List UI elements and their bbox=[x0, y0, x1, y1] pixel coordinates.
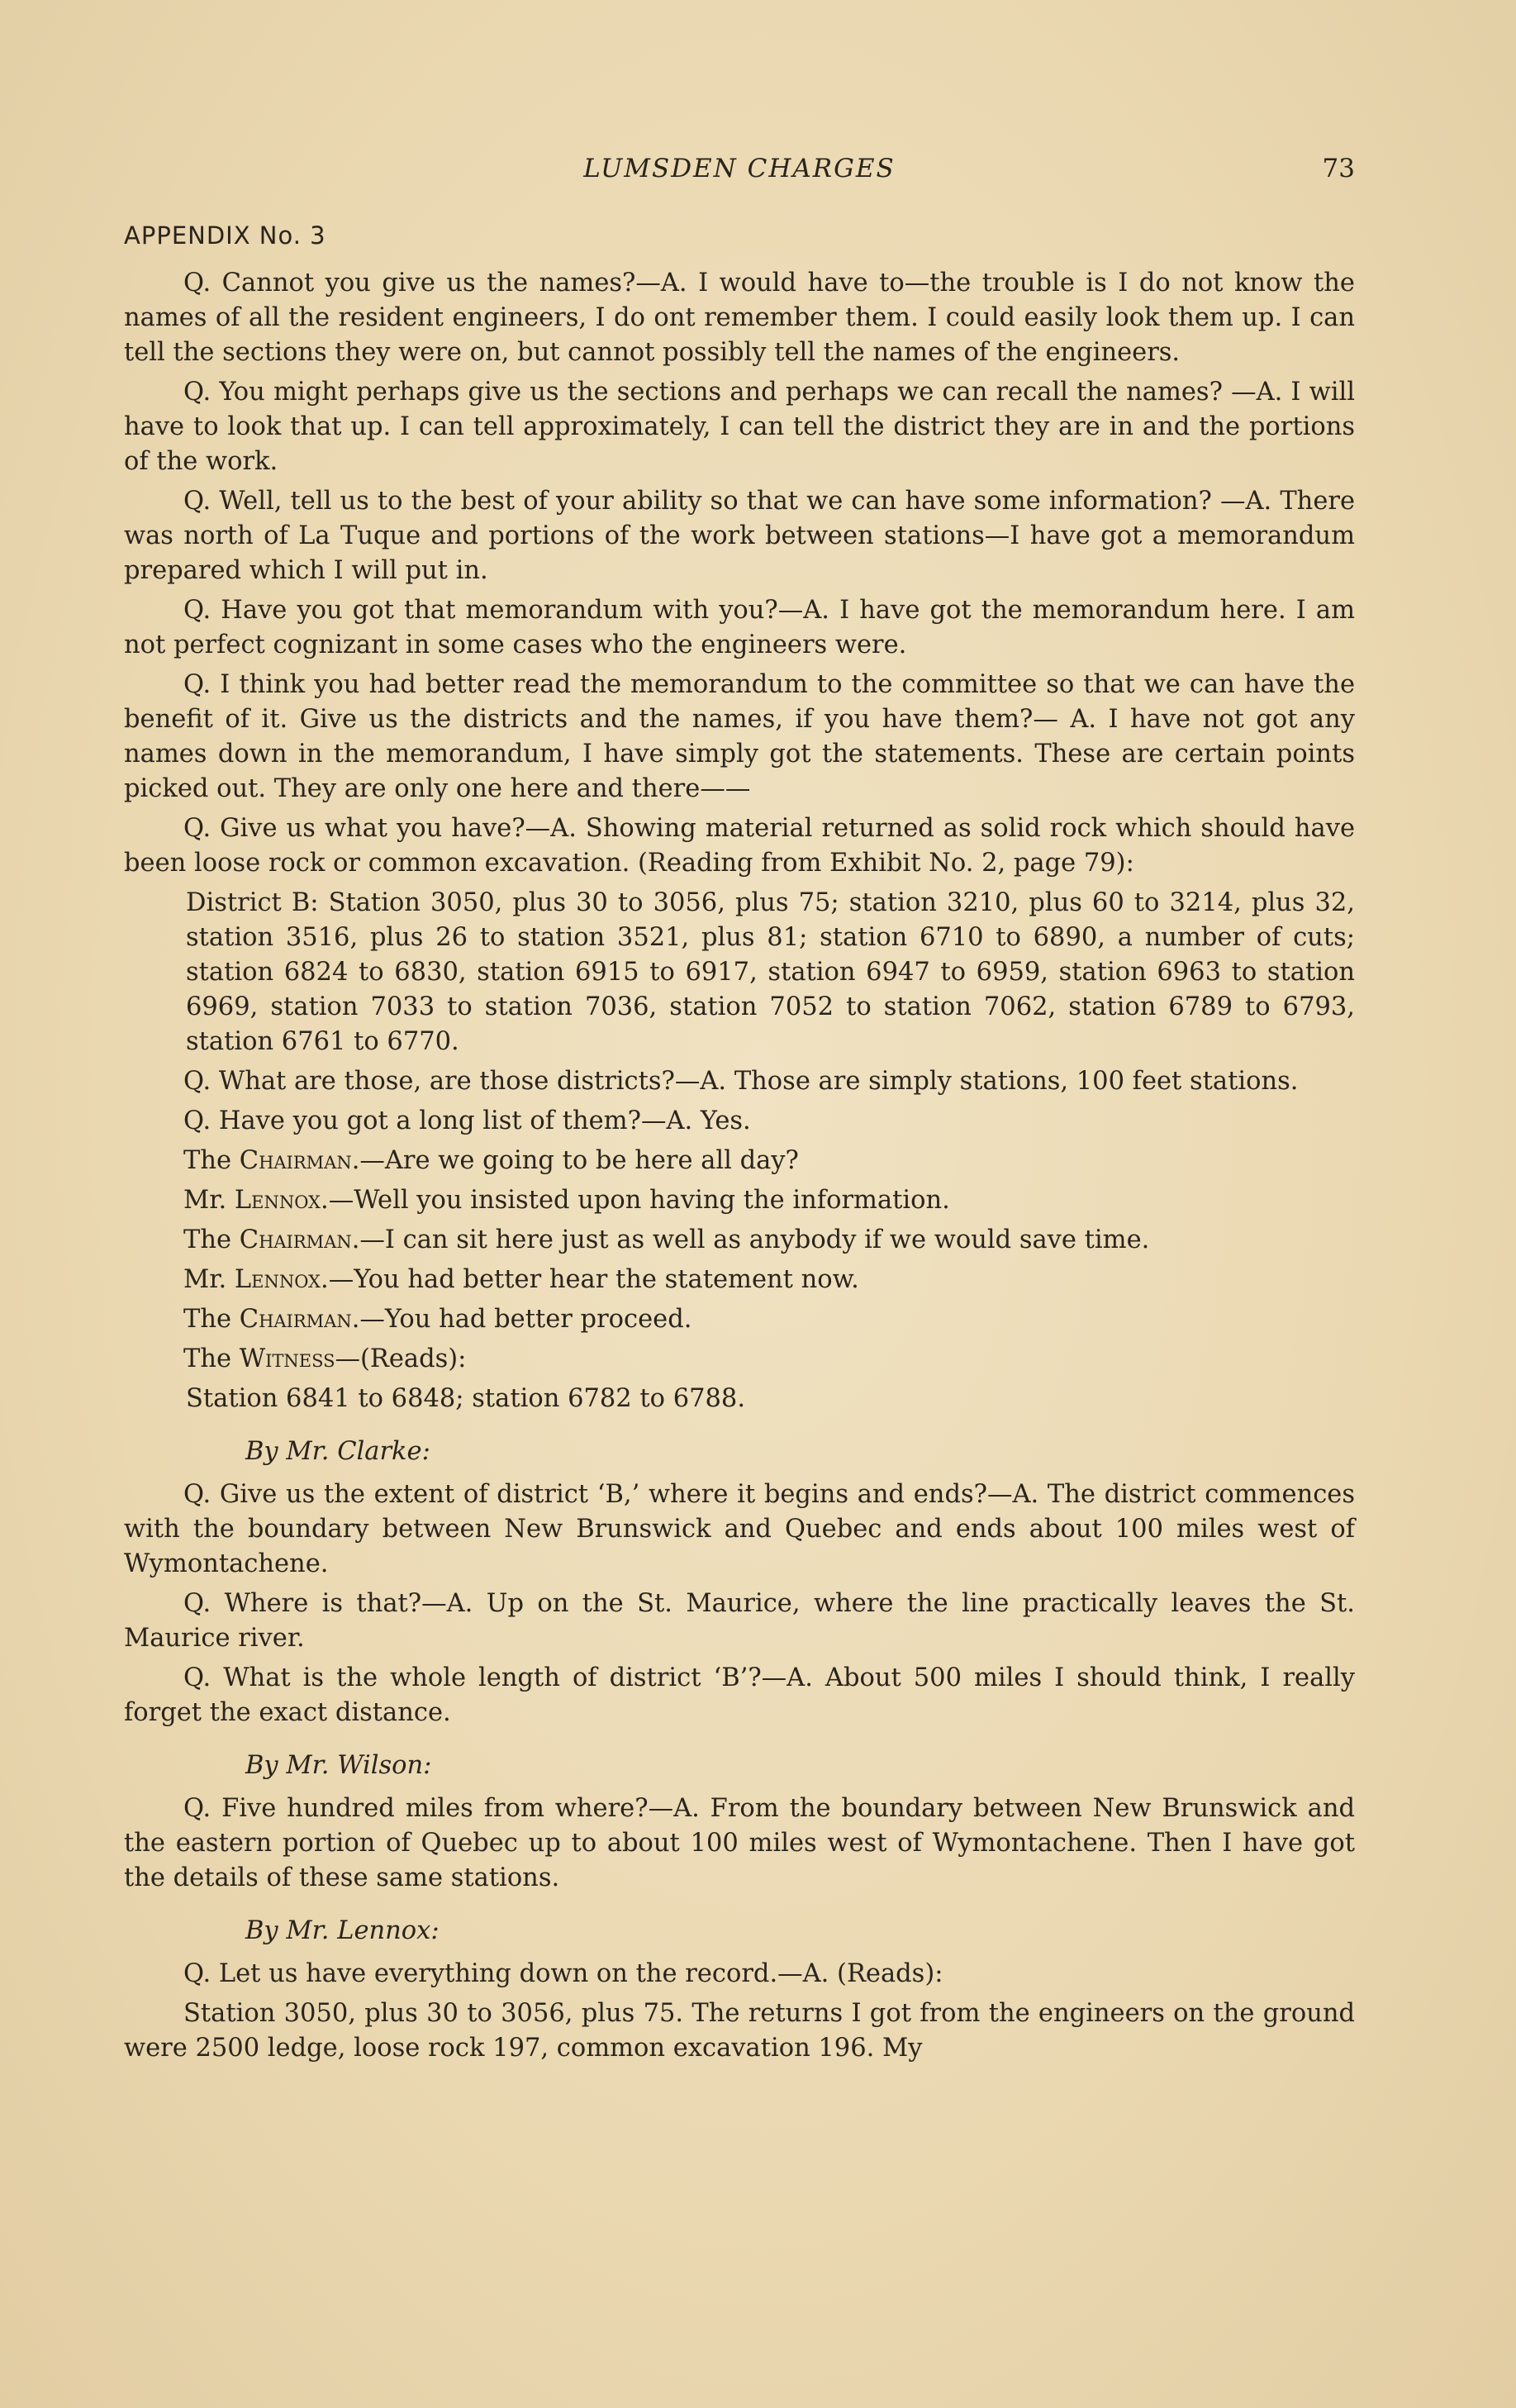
text: —(Reads): bbox=[335, 1344, 467, 1373]
paragraph: Q. Let us have everything down on the record.—A. (Reads): bbox=[183, 1959, 943, 1988]
paragraph: Q. Cannot you give us the names?—A. I would have to—the trouble is I do not know the names of all the resident engineers, I do ont remember them. I could easily look them up. I can tell the sections they were on, but cannot possibly tell the names of the engineers. bbox=[124, 269, 1355, 367]
paragraph bbox=[124, 1302, 1355, 1337]
paragraph: Q. Give us the extent of district ‘B,’ where it begins and ends?—A. The district commences with the boundary between New Brunswick and Quebec and ends about 100 miles west of Wymontachene. bbox=[124, 1480, 1355, 1578]
text: .—I can sit here just as well as anybody if we would save time. bbox=[351, 1225, 1150, 1254]
examiner-heading: By Mr. Lennox: bbox=[245, 1916, 440, 1945]
running-title: LUMSDEN CHARGES bbox=[583, 154, 896, 183]
appendix-label: APPENDIX No. 3 bbox=[124, 221, 326, 250]
examiner-heading: By Mr. Clarke: bbox=[245, 1437, 430, 1466]
text: The bbox=[183, 1146, 240, 1175]
page-number: 73 bbox=[1322, 154, 1355, 183]
paragraph: Q. What is the whole length of district ‘B’?—A. About 500 miles I should think, I really forget the exact distance. bbox=[124, 1663, 1355, 1727]
paragraph: Q. I think you had better read the memorandum to the committee so that we can have the benefit of it. Give us the districts and the names, if you have them?— A. I have not got any names down in the memorandum, I have simply got the statements. These are certain points picked out. They are only one here and there—— bbox=[124, 670, 1355, 803]
text: .—Are we going to be here all day? bbox=[351, 1146, 799, 1175]
speaker-name: Witness bbox=[239, 1344, 335, 1373]
paragraph bbox=[124, 1223, 1355, 1258]
paragraph: Q. Give us what you have?—A. Showing material returned as solid rock which should have been loose rock or common excavation. (Reading from Exhibit No. 2, page 79): bbox=[124, 814, 1355, 878]
quoted-station-list: Station 6841 to 6848; station 6782 to 6788. bbox=[186, 1384, 746, 1413]
paragraph: Q. You might perhaps give us the sections and perhaps we can recall the names? —A. I will have to look that up. I can tell approximately, I can tell the district they are in and the portions of the work. bbox=[124, 378, 1355, 476]
speaker-name: Chairman bbox=[239, 1146, 352, 1175]
paragraph: Q. Five hundred miles from where?—A. From the boundary between New Brunswick and the eastern portion of Quebec up to about 100 miles west of Wymontachene. Then I have got the details of these same stations. bbox=[124, 1794, 1355, 1892]
text: Mr. bbox=[183, 1265, 235, 1294]
text: .—Well you insisted upon having the information. bbox=[321, 1186, 950, 1215]
paragraph: Q. Have you got a long list of them?—A. Yes. bbox=[183, 1106, 751, 1135]
text: The bbox=[183, 1225, 240, 1254]
paragraph bbox=[124, 1144, 1355, 1178]
examiner-heading: By Mr. Wilson: bbox=[245, 1751, 432, 1780]
paragraph bbox=[124, 1263, 1355, 1297]
page-header bbox=[124, 154, 1355, 203]
text: The bbox=[183, 1344, 240, 1373]
text: The bbox=[183, 1305, 240, 1334]
text: Mr. bbox=[183, 1186, 235, 1215]
speaker-name: Lennox bbox=[234, 1186, 321, 1215]
paragraph: Station 3050, plus 30 to 3056, plus 75. The returns I got from the engineers on the ground were 2500 ledge, loose rock 197, common excavation 196. My bbox=[124, 1999, 1355, 2063]
paragraph bbox=[124, 1342, 1355, 1377]
paragraph bbox=[124, 1183, 1355, 1218]
speaker-name: Chairman bbox=[239, 1225, 352, 1254]
document-body bbox=[124, 266, 1355, 2071]
paragraph: Q. Have you got that memorandum with you?—A. I have got the memorandum here. I am not perfect cognizant in some cases who the engineers were. bbox=[124, 596, 1355, 659]
paragraph: Q. What are those, are those districts?—A. Those are simply stations, 100 feet stations. bbox=[183, 1067, 1299, 1096]
quoted-station-list: District B: Station 3050, plus 30 to 3056, plus 75; station 3210, plus 60 to 3214, plus 32, station 3516, plus 26 to station 3521, plus 81; station 6710 to 6890, a number of cuts; station 6824 to 6830, station 6915 to 6917, station 6947 to 6959, station 6963 to station 6969, station 7033 to station 7036, station 7052 to station 7062, station 6789 to 6793, station 6761 to 6770. bbox=[186, 888, 1355, 1056]
text: .—You had better proceed. bbox=[351, 1305, 692, 1334]
paragraph: Q. Where is that?—A. Up on the St. Maurice, where the line practically leaves the St. Maurice river. bbox=[124, 1589, 1355, 1653]
speaker-name: Chairman bbox=[239, 1305, 352, 1334]
paragraph: Q. Well, tell us to the best of your ability so that we can have some information? —A. There was north of La Tuque and portions of the work between stations—I have got a memorandum prepared which I will put in. bbox=[124, 487, 1355, 585]
speaker-name: Lennox bbox=[234, 1265, 321, 1294]
text: .—You had better hear the statement now. bbox=[321, 1265, 859, 1294]
